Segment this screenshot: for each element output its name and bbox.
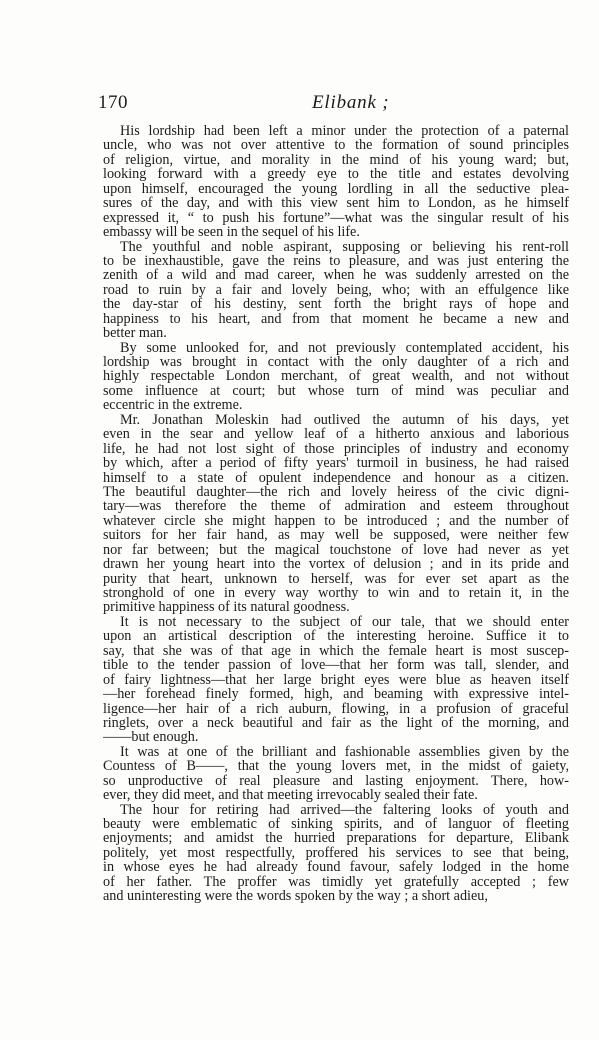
text-line: looking forward with a greedy eye to the title and estates devolving	[103, 167, 569, 182]
text-line: suitors for her fair hand, as may well be supposed, were neither few	[103, 528, 569, 543]
paragraph	[103, 615, 569, 745]
text-line: politely, yet most respectfully, proffered his services to see that being,	[103, 845, 569, 861]
text-line: some influence at court; but whose turn of mind was peculiar and	[103, 383, 569, 399]
text-line: upon an artistical description of the interesting heroine. Suffice it to	[103, 629, 569, 644]
paragraph	[103, 745, 569, 803]
text-line: Countess of B——, that the young lovers met, in the midst of gaiety,	[103, 759, 569, 774]
text-line: zenith of a wild and mad career, when he was suddenly arrested on the	[103, 268, 569, 283]
text-line: even in the sear and yellow leaf of a hitherto anxious and laborious	[103, 427, 569, 442]
text-line: enjoyments; and amidst the hurried preparations for departure, Elibank	[103, 831, 569, 846]
text-line: to be inexhaustible, gave the reins to pleasure, and was just entering the	[103, 253, 569, 269]
paragraph	[103, 413, 569, 615]
text-line: ringlets, over a neck beautiful and fair as the light of the morning, and	[103, 715, 569, 731]
text-line: sures of the day, and with this view sent him to London, as he himself	[103, 196, 569, 211]
text-line: ever, they did meet, and that meeting irrevocably sealed their fate.	[103, 788, 478, 803]
text-line: ligence—her hair of a rich auburn, flowing, in a profusion of graceful	[103, 701, 569, 716]
text-line: The hour for retiring had arrived—the faltering looks of youth and	[120, 802, 569, 817]
text-line: and uninteresting were the words spoken by the way ; a short adieu,	[103, 889, 488, 904]
text-line: purity that heart, unknown to herself, was for ever set apart as the	[103, 571, 569, 586]
paragraph	[103, 803, 569, 904]
paragraph	[103, 341, 569, 413]
text-line: so unproductive of real pleasure and lasting enjoyment. There, how-	[103, 773, 569, 789]
text-line: the day-star of his destiny, sent forth the bright rays of hope and	[103, 297, 569, 312]
text-line: in whose eyes he had already found favour, safely lodged in the home	[103, 860, 569, 875]
text-line: primitive happiness of its natural goodness.	[103, 600, 350, 615]
text-line: expressed it, “ to push his fortune”—what was the singular result of his	[103, 210, 569, 226]
text-line: eccentric in the extreme.	[103, 398, 243, 413]
text-line: uncle, who was not over attentive to the formation of sound principles	[103, 138, 569, 153]
body-text	[103, 124, 569, 904]
text-line: By some unlooked for, and not previously contemplated accident, his	[120, 340, 569, 355]
text-line: tary—was therefore the theme of admiration and esteem throughout	[103, 499, 569, 514]
text-line: happiness to his heart, and from that moment he became a new and	[103, 311, 569, 327]
text-line: highly respectable London merchant, of great wealth, and not without	[103, 369, 569, 384]
text-line: better man.	[103, 326, 167, 341]
page-header	[98, 92, 559, 118]
text-line: road to ruin by a fair and lovely being, who; with an effulgence like	[103, 282, 569, 298]
text-line: His lordship had been left a minor under the protection of a paternal	[120, 124, 569, 139]
text-line: —her forehead finely formed, high, and beaming with expressive intel-	[103, 687, 569, 702]
text-line: of fairy lightness—that her large bright eyes were blue as heaven itself	[103, 672, 569, 688]
page-number: 170	[98, 92, 128, 113]
text-line: say, that she was of that age in which the female heart is most suscep-	[103, 643, 569, 659]
text-line: by which, after a period of fifty years' turmoil in business, he had raised	[103, 456, 569, 471]
text-line: whatever circle she might happen to be introduced ; and the number of	[103, 513, 569, 529]
running-title: Elibank ;	[312, 92, 390, 113]
text-line: It is not necessary to the subject of our tale, that we should enter	[120, 614, 569, 630]
text-line: of religion, virtue, and morality in the mind of his young ward; but,	[103, 152, 569, 168]
text-line: It was at one of the brilliant and fashionable assemblies given by the	[120, 744, 569, 760]
paragraph	[103, 124, 569, 240]
text-line: lordship was brought in contact with the only daughter of a rich and	[103, 355, 569, 370]
text-line: embassy will be seen in the sequel of his life.	[103, 225, 360, 240]
text-line: The beautiful daughter—the rich and lovely heiress of the civic digni-	[103, 484, 569, 500]
text-line: beauty were emblematic of sinking spirits, and of languor of fleeting	[103, 817, 569, 832]
text-line: of her father. The proffer was timidly yet gratefully accepted ; few	[103, 874, 569, 890]
text-line: drawn her young heart into the vortex of delusion ; and in its pride and	[103, 557, 569, 572]
paragraph	[103, 240, 569, 341]
text-line: himself to a state of opulent independence and honour as a citizen.	[103, 470, 569, 485]
text-line: stronghold of one in every way worthy to win and to retain it, in the	[103, 586, 569, 601]
text-line: upon himself, encouraged the young lordling in all the seductive plea-	[103, 181, 569, 197]
text-line: nor far between; but the magical touchstone of love had never as yet	[103, 542, 569, 558]
text-line: Mr. Jonathan Moleskin had outlived the autumn of his days, yet	[120, 412, 569, 428]
text-line: The youthful and noble aspirant, supposing or believing his rent-roll	[120, 239, 569, 254]
text-line: tible to the tender passion of love—that her form was tall, slender, and	[103, 658, 569, 673]
text-line: ——but enough.	[103, 730, 199, 745]
text-line: life, he had not lost sight of those principles of industry and economy	[103, 441, 569, 457]
